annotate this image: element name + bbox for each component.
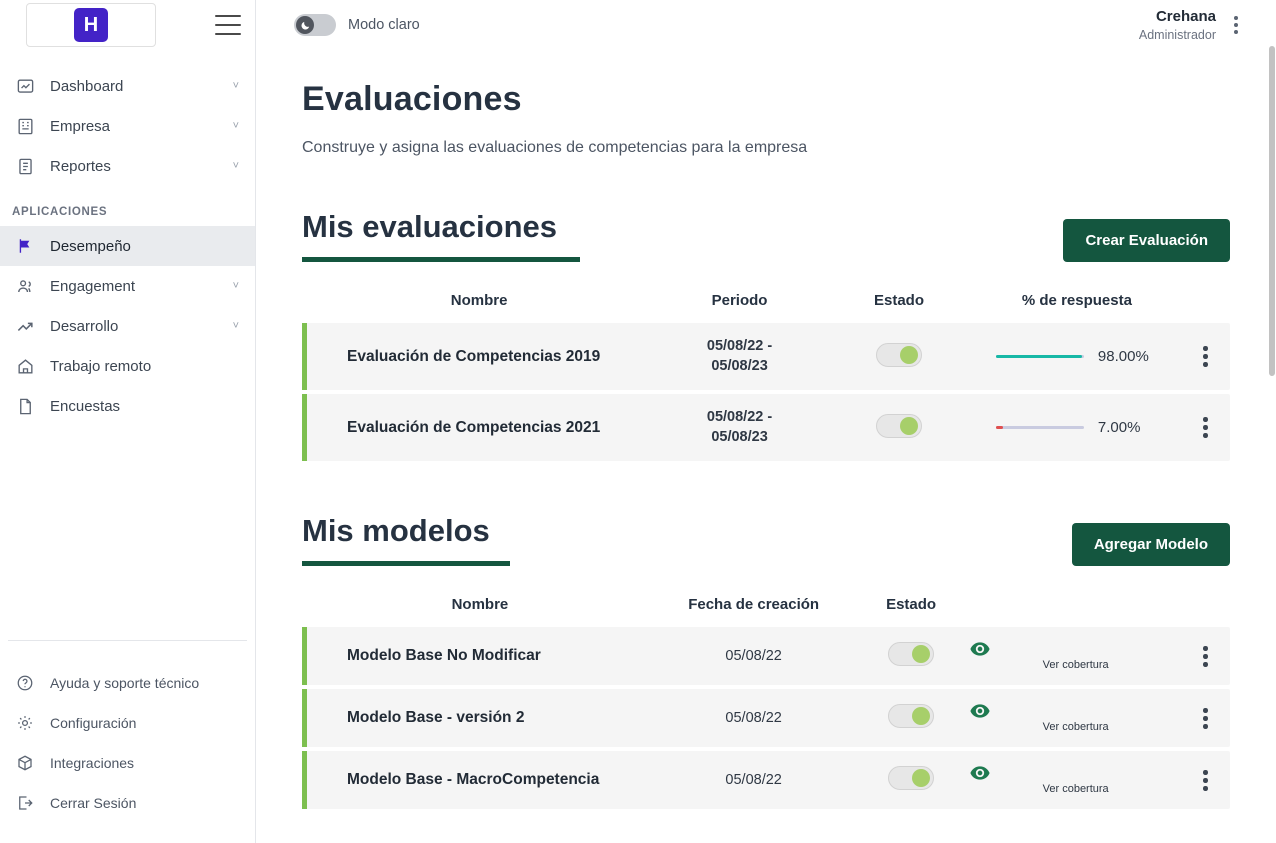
- sidebar-item-label: Integraciones: [50, 755, 135, 771]
- sidebar-item-integraciones[interactable]: [0, 743, 255, 783]
- toggle-knob: [900, 346, 918, 364]
- chevron-down-icon: ˅: [232, 320, 239, 332]
- model-date: 05/08/22: [655, 751, 852, 809]
- help-circle-icon: [14, 672, 36, 694]
- progress-fill: [996, 426, 1003, 429]
- sidebar-item-label: Desarrollo: [50, 317, 119, 335]
- period-start: 05/08/22 -: [706, 338, 773, 354]
- table-row[interactable]: [305, 627, 1231, 685]
- model-coverage[interactable]: [970, 751, 1181, 809]
- user-role: Administrador: [1138, 27, 1216, 42]
- sidebar-item-label: Dashboard: [50, 77, 124, 95]
- row-menu-icon[interactable]: [1181, 346, 1230, 367]
- progress-bar: [996, 426, 1084, 429]
- col-actions: [1181, 284, 1230, 323]
- page-title: Evaluaciones: [302, 80, 522, 118]
- col-actions: [1181, 588, 1230, 627]
- table-row[interactable]: [305, 689, 1231, 747]
- evaluations-title-wrap: [302, 209, 580, 262]
- model-date: 05/08/22: [655, 627, 852, 685]
- light-mode-toggle[interactable]: [294, 14, 420, 36]
- model-coverage[interactable]: [970, 689, 1181, 747]
- models-section-header: [302, 513, 1230, 566]
- user-name: Crehana: [1155, 8, 1216, 26]
- sidebar-item-cerrar-sesion[interactable]: [0, 783, 255, 823]
- model-coverage[interactable]: [970, 627, 1181, 685]
- chevron-down-icon: ˅: [232, 120, 239, 132]
- progress-bar: [996, 355, 1084, 358]
- sidebar-item-ayuda[interactable]: [0, 663, 255, 703]
- sidebar-item-label: Configuración: [50, 715, 137, 731]
- model-date: 05/08/22: [655, 689, 852, 747]
- row-menu-icon[interactable]: [1181, 770, 1230, 791]
- page-scrollbar[interactable]: [1268, 46, 1276, 843]
- create-evaluation-button[interactable]: Crear Evaluación: [1063, 219, 1230, 262]
- col-periodo: Periodo: [711, 292, 768, 309]
- user-info: [1139, 7, 1216, 43]
- sidebar-section-label: APLICACIONES: [12, 206, 108, 218]
- vertical-dots-icon[interactable]: [1230, 12, 1242, 38]
- models-table-head: [305, 588, 1231, 627]
- row-menu-icon[interactable]: [1181, 708, 1230, 729]
- sidebar-item-label: Ayuda y soporte técnico: [50, 675, 200, 691]
- sidebar-item-encuestas[interactable]: [0, 386, 255, 426]
- sidebar-nav: [0, 50, 255, 426]
- period-end: 05/08/23: [711, 428, 768, 445]
- logo-mark-icon: H: [74, 8, 108, 42]
- col-estado: Estado: [886, 596, 937, 614]
- sidebar: [0, 0, 256, 843]
- building-icon: [14, 115, 36, 137]
- evaluation-period: [654, 323, 826, 390]
- evaluations-heading: Mis evaluaciones: [302, 209, 558, 244]
- col-nombre: Nombre: [450, 292, 508, 309]
- people-icon: [14, 275, 36, 297]
- heading-underline: [302, 257, 580, 262]
- table-row[interactable]: [305, 394, 1231, 461]
- row-menu-icon[interactable]: [1181, 417, 1230, 438]
- response-progress: [973, 348, 1182, 365]
- col-respuesta: % de respuesta: [1021, 292, 1132, 309]
- company-logo[interactable]: [26, 3, 156, 47]
- toggle-knob: [912, 707, 930, 725]
- chevron-down-icon: ˅: [232, 80, 239, 92]
- sidebar-item-desempeno[interactable]: [0, 226, 255, 266]
- sidebar-item-label: Cerrar Sesión: [50, 795, 137, 811]
- flag-icon: [14, 235, 36, 257]
- model-state: [852, 627, 970, 685]
- trending-up-icon: [14, 315, 36, 337]
- model-name: Modelo Base - MacroCompetencia: [305, 751, 656, 809]
- col-estado: Estado: [873, 292, 924, 309]
- moon-icon: [296, 16, 314, 34]
- model-name: Modelo Base - versión 2: [305, 689, 656, 747]
- sidebar-item-reportes[interactable]: [0, 146, 255, 186]
- evaluation-response: [973, 394, 1182, 461]
- col-cobertura: [970, 588, 1181, 627]
- model-name: Modelo Base No Modificar: [305, 627, 656, 685]
- page-content: [256, 50, 1276, 809]
- toggle-knob: [912, 769, 930, 787]
- sidebar-item-dashboard[interactable]: [0, 66, 255, 106]
- sidebar-header: [0, 0, 255, 50]
- eye-icon[interactable]: [970, 704, 1181, 718]
- coverage-label: Ver cobertura: [1042, 720, 1109, 733]
- evaluation-response: [973, 323, 1182, 390]
- hamburger-menu-icon[interactable]: [215, 15, 241, 35]
- sidebar-item-desarrollo[interactable]: [0, 306, 255, 346]
- col-fecha: Fecha de creación: [688, 596, 820, 614]
- sidebar-footer: [0, 640, 255, 843]
- row-actions: [1181, 689, 1230, 747]
- state-toggle[interactable]: [888, 642, 934, 666]
- dashboard-icon: [14, 75, 36, 97]
- sidebar-item-label: Encuestas: [50, 397, 121, 415]
- evaluation-name: Evaluación de Competencias 2019: [305, 323, 654, 390]
- evaluations-table: [302, 284, 1230, 461]
- sidebar-item-configuracion[interactable]: [0, 703, 255, 743]
- sidebar-item-trabajo-remoto[interactable]: [0, 346, 255, 386]
- home-icon: [14, 355, 36, 377]
- models-table: [302, 588, 1230, 809]
- response-progress: [973, 419, 1182, 436]
- col-nombre: Nombre: [451, 596, 509, 614]
- row-menu-icon[interactable]: [1181, 646, 1230, 667]
- table-row[interactable]: [305, 751, 1231, 809]
- scrollbar-thumb[interactable]: [1269, 46, 1275, 376]
- box-icon: [14, 752, 36, 774]
- period-end: 05/08/23: [711, 357, 768, 374]
- light-mode-label: Modo claro: [348, 17, 420, 33]
- sidebar-item-label: Desempeño: [50, 237, 131, 255]
- evaluations-table-head: [305, 284, 1231, 323]
- model-state: [852, 751, 970, 809]
- chevron-down-icon: ˅: [232, 280, 239, 292]
- main-panel: [256, 0, 1276, 843]
- row-actions: [1181, 751, 1230, 809]
- add-model-button[interactable]: Agregar Modelo: [1072, 523, 1230, 566]
- evaluation-period: [654, 394, 826, 461]
- heading-underline: [302, 561, 510, 566]
- toggle-knob: [912, 645, 930, 663]
- progress-fill: [996, 355, 1082, 358]
- evaluations-section-header: [302, 209, 1230, 262]
- eye-icon[interactable]: [970, 766, 1181, 780]
- eye-icon[interactable]: [970, 642, 1181, 656]
- evaluation-state: [825, 323, 972, 390]
- sidebar-item-engagement[interactable]: [0, 266, 255, 306]
- sidebar-divider: [8, 640, 247, 641]
- sidebar-item-label: Empresa: [50, 117, 111, 135]
- table-row[interactable]: [305, 323, 1231, 390]
- sidebar-item-empresa[interactable]: [0, 106, 255, 146]
- toggle-knob: [900, 417, 918, 435]
- models-title-wrap: [302, 513, 510, 566]
- sidebar-item-label: Reportes: [50, 157, 111, 175]
- model-state: [852, 689, 970, 747]
- user-area[interactable]: [1139, 7, 1242, 43]
- row-actions: [1181, 394, 1230, 461]
- state-toggle[interactable]: [888, 766, 934, 790]
- top-bar: [256, 0, 1276, 50]
- chevron-down-icon: ˅: [232, 160, 239, 172]
- coverage-label: Ver cobertura: [1042, 658, 1109, 671]
- coverage-label: Ver cobertura: [1042, 782, 1109, 795]
- logout-icon: [14, 792, 36, 814]
- toggle-track[interactable]: [294, 14, 336, 36]
- evaluations-table-body: [305, 323, 1231, 461]
- row-actions: [1181, 627, 1230, 685]
- state-toggle[interactable]: [876, 414, 922, 438]
- response-percent: 98.00%: [1097, 348, 1149, 366]
- row-actions: [1181, 323, 1230, 390]
- gear-icon: [14, 712, 36, 734]
- evaluation-name: Evaluación de Competencias 2021: [305, 394, 654, 461]
- period-start: 05/08/22 -: [706, 409, 773, 426]
- page-subtitle: Construye y asigna las evaluaciones de competencias para la empresa: [302, 139, 808, 156]
- state-toggle[interactable]: [876, 343, 922, 367]
- evaluation-state: [825, 394, 972, 461]
- document-icon: [14, 395, 36, 417]
- sidebar-item-label: Engagement: [50, 277, 136, 295]
- sidebar-item-label: Trabajo remoto: [50, 357, 152, 375]
- response-percent: 7.00%: [1097, 419, 1141, 437]
- models-heading: Mis modelos: [302, 513, 490, 549]
- models-table-body: [305, 627, 1231, 809]
- report-icon: [14, 155, 36, 177]
- state-toggle[interactable]: [888, 704, 934, 728]
